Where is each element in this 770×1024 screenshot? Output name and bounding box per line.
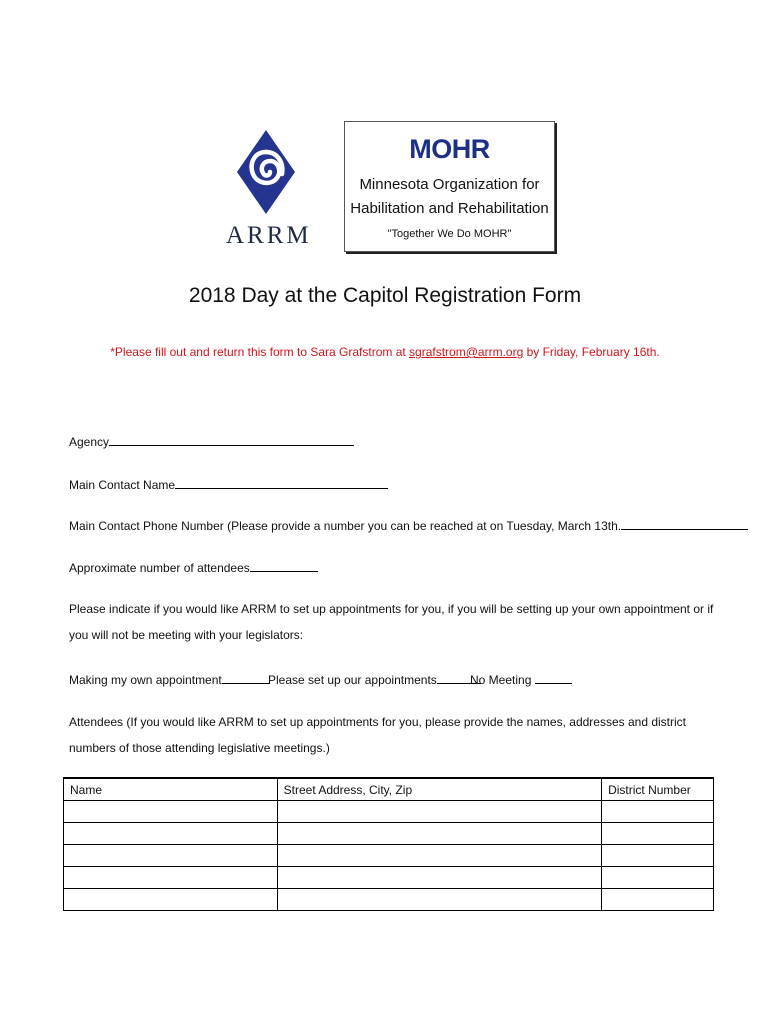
address-cell[interactable] xyxy=(277,889,601,911)
arrm-logo xyxy=(226,128,312,254)
agency-field xyxy=(69,434,354,449)
arrm-swirl-icon xyxy=(237,130,295,214)
header-address: Street Address, City, Zip xyxy=(277,778,601,801)
header-name: Name xyxy=(64,778,278,801)
table-row xyxy=(64,867,714,889)
agency-label: Agency xyxy=(69,435,110,449)
appointment-question: Please indicate if you would like ARRM to set up appointments for you, if you will be setting up your own appointment or if you will not be meeting with your legislators: xyxy=(69,602,714,642)
name-cell[interactable] xyxy=(64,801,278,823)
district-cell[interactable] xyxy=(602,845,714,867)
choice-none-blank[interactable] xyxy=(535,672,572,684)
contact-name-blank[interactable] xyxy=(175,477,388,489)
attendee-count-field xyxy=(69,560,318,575)
choice-none-label: No Meeting xyxy=(470,673,535,687)
agency-blank[interactable] xyxy=(109,434,354,446)
header-district: District Number xyxy=(602,778,714,801)
choice-own-appointment xyxy=(69,672,270,687)
attendee-count-blank[interactable] xyxy=(250,560,318,572)
name-cell[interactable] xyxy=(64,889,278,911)
name-cell[interactable] xyxy=(64,867,278,889)
address-cell[interactable] xyxy=(277,845,601,867)
phone-label: Main Contact Phone Number (Please provide a number you can be reached at on Tuesday, March 13th. xyxy=(69,519,622,533)
district-cell[interactable] xyxy=(602,823,714,845)
mohr-tagline: "Together We Do MOHR" xyxy=(387,228,512,240)
address-cell[interactable] xyxy=(277,867,601,889)
attendee-count-label: Approximate number of attendees xyxy=(69,561,250,575)
choice-own-blank[interactable] xyxy=(222,672,270,684)
contact-name-label: Main Contact Name xyxy=(69,478,176,492)
district-cell[interactable] xyxy=(602,801,714,823)
phone-field xyxy=(69,518,748,533)
mohr-org-line2: Habilitation and Rehabilitation xyxy=(350,200,549,217)
form-title: 2018 Day at the Capitol Registration Form xyxy=(188,284,582,307)
table-row xyxy=(64,823,714,845)
mohr-logo xyxy=(344,121,555,252)
phone-blank[interactable] xyxy=(621,518,748,530)
arrm-wordmark: ARRM xyxy=(226,222,312,249)
choice-own-label: Making my own appointment xyxy=(69,673,222,687)
contact-email-link[interactable]: sgrafstrom@arrm.org xyxy=(409,345,524,359)
address-cell[interactable] xyxy=(277,801,601,823)
mohr-org-line1: Minnesota Organization for xyxy=(359,176,540,193)
choice-setup-label: Please set up our appointments xyxy=(268,673,437,687)
table-row xyxy=(64,889,714,911)
attendees-note: Attendees (If you would like ARRM to set up appointments for you, please provide the names, addresses and district numbers of those attending legislative meetings.) xyxy=(69,715,686,755)
choice-setup-appointments xyxy=(268,672,481,687)
contact-name-field xyxy=(69,477,388,492)
instruction-pre: *Please fill out and return this form to Sara Grafstrom at xyxy=(110,345,410,359)
instruction-text xyxy=(0,345,770,359)
table-header-row xyxy=(64,778,714,801)
name-cell[interactable] xyxy=(64,845,278,867)
district-cell[interactable] xyxy=(602,867,714,889)
instruction-post: by Friday, February 16th. xyxy=(523,345,660,359)
mohr-title: MOHR xyxy=(409,134,490,164)
address-cell[interactable] xyxy=(277,823,601,845)
district-cell[interactable] xyxy=(602,889,714,911)
name-cell[interactable] xyxy=(64,823,278,845)
choice-no-meeting xyxy=(470,672,572,687)
table-row xyxy=(64,801,714,823)
table-row xyxy=(64,845,714,867)
attendees-table xyxy=(63,777,714,911)
